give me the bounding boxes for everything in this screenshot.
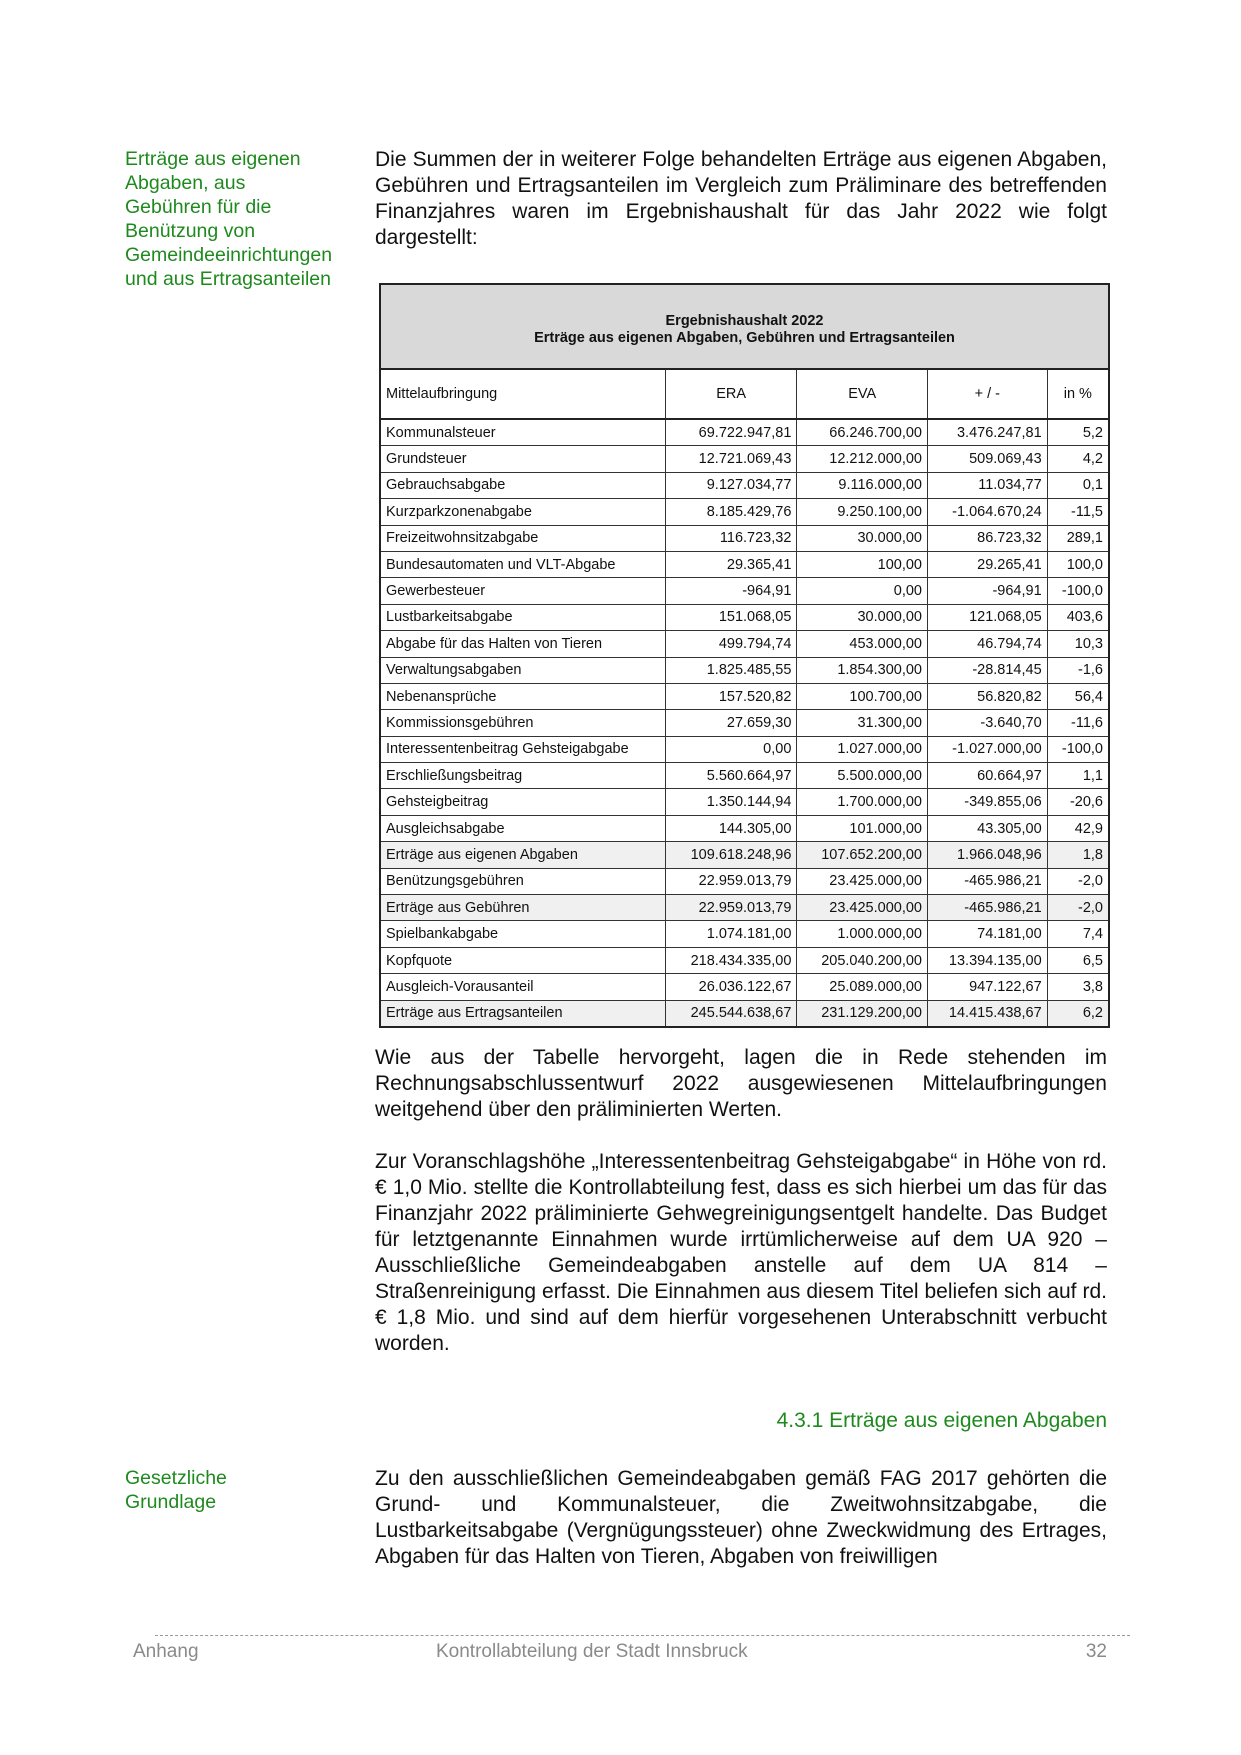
cell-era: 22.959.013,79: [665, 895, 797, 921]
cell-label: Nebenansprüche: [380, 683, 665, 709]
cell-label: Erträge aus Ertragsanteilen: [380, 1000, 665, 1027]
cell-eva: 101.000,00: [797, 815, 928, 841]
margin-note-line: Gebühren für die: [125, 196, 272, 218]
cell-era: 5.560.664,97: [665, 763, 797, 789]
cell-era: 26.036.122,67: [665, 974, 797, 1000]
table-title-line2: Erträge aus eigenen Abgaben, Gebühren und Ertragsanteilen: [534, 329, 955, 346]
cell-era: 22.959.013,79: [665, 868, 797, 894]
cell-percent: 1,1: [1047, 763, 1109, 789]
margin-note-ertraege: [125, 147, 355, 291]
cell-diff: 11.034,77: [928, 472, 1048, 498]
cell-label: Erschließungsbeitrag: [380, 763, 665, 789]
table-subtotal-row: [380, 895, 1109, 921]
cell-eva: 1.000.000,00: [797, 921, 928, 947]
footer-divider: [155, 1635, 1130, 1636]
table-title: [380, 284, 1109, 369]
cell-diff: -465.986,21: [928, 868, 1048, 894]
margin-note-line: Abgaben, aus: [125, 172, 246, 194]
table-row: [380, 499, 1109, 525]
cell-eva: 30.000,00: [797, 604, 928, 630]
cell-label: Gehsteigbeitrag: [380, 789, 665, 815]
margin-note-line: Benützung von: [125, 220, 256, 242]
table-row: [380, 868, 1109, 894]
cell-label: Kommissionsgebühren: [380, 710, 665, 736]
cell-label: Grundsteuer: [380, 446, 665, 472]
cell-eva: 1.854.300,00: [797, 657, 928, 683]
cell-diff: 1.966.048,96: [928, 842, 1048, 868]
cell-percent: 100,0: [1047, 551, 1109, 577]
cell-percent: 42,9: [1047, 815, 1109, 841]
cell-eva: 23.425.000,00: [797, 868, 928, 894]
table-row: [380, 763, 1109, 789]
paragraph-interessentenbeitrag: [375, 1149, 1107, 1357]
cell-diff: 121.068,05: [928, 604, 1048, 630]
table-header-row: [380, 369, 1109, 419]
cell-diff: 56.820,82: [928, 683, 1048, 709]
col-header-eva: EVA: [797, 369, 928, 419]
cell-label: Erträge aus Gebühren: [380, 895, 665, 921]
cell-diff: -465.986,21: [928, 895, 1048, 921]
cell-diff: -28.814,45: [928, 657, 1048, 683]
cell-diff: -3.640,70: [928, 710, 1048, 736]
cell-diff: 43.305,00: [928, 815, 1048, 841]
cell-percent: 4,2: [1047, 446, 1109, 472]
cell-eva: 0,00: [797, 578, 928, 604]
cell-eva: 453.000,00: [797, 631, 928, 657]
cell-label: Gebrauchsabgabe: [380, 472, 665, 498]
cell-era: 116.723,32: [665, 525, 797, 551]
section-heading: 4.3.1 Erträge aus eigenen Abgaben: [776, 1409, 1107, 1432]
table-row: [380, 815, 1109, 841]
cell-label: Ausgleich-Vorausanteil: [380, 974, 665, 1000]
footer-organization: Kontrollabteilung der Stadt Innsbruck: [436, 1641, 748, 1662]
cell-eva: 1.027.000,00: [797, 736, 928, 762]
cell-percent: 6,5: [1047, 947, 1109, 973]
col-header-mittelaufbringung: Mittelaufbringung: [380, 369, 665, 419]
margin-note-line: und aus Ertragsanteilen: [125, 268, 331, 290]
cell-label: Erträge aus eigenen Abgaben: [380, 842, 665, 868]
cell-eva: 205.040.200,00: [797, 947, 928, 973]
col-header-diff: + / -: [928, 369, 1048, 419]
cell-eva: 31.300,00: [797, 710, 928, 736]
cell-era: 1.074.181,00: [665, 921, 797, 947]
paragraph-interessentenbeitrag-text: Zur Voranschlagshöhe „Interessentenbeitrag Gehsteigabgabe“ in Höhe von rd. € 1,0 Mio. stellte die Kontrollabteilung fest, dass es sich hierbei um das für das Finanzjahr 2022 präliminierte Gehwegreinigungsentgelt handelte. Das Budget für letztgenannte Einnahmen wurde irrtümlicherweise auf dem UA 920 – Ausschließliche Gemeindeabgaben anstelle auf dem UA 814 – Straßenreinigung erfasst. Die Einnahmen aus diesem Titel beliefen sich auf rd. € 1,8 Mio. und sind auf dem hierfür vorgesehenen Unterabschnitt verbucht worden.: [375, 1150, 1107, 1355]
cell-percent: -11,5: [1047, 499, 1109, 525]
margin-note-line: Grundlage: [125, 1491, 217, 1513]
table-row: [380, 551, 1109, 577]
table-row: [380, 419, 1109, 446]
cell-percent: -100,0: [1047, 578, 1109, 604]
cell-label: Verwaltungsabgaben: [380, 657, 665, 683]
margin-note-gesetzliche-grundlage: [125, 1466, 355, 1514]
cell-eva: 25.089.000,00: [797, 974, 928, 1000]
cell-percent: -2,0: [1047, 895, 1109, 921]
cell-era: 29.365,41: [665, 551, 797, 577]
table-row: [380, 974, 1109, 1000]
col-header-era: ERA: [665, 369, 797, 419]
cell-eva: 1.700.000,00: [797, 789, 928, 815]
cell-percent: 3,8: [1047, 974, 1109, 1000]
cell-diff: -1.027.000,00: [928, 736, 1048, 762]
cell-era: 0,00: [665, 736, 797, 762]
cell-eva: 23.425.000,00: [797, 895, 928, 921]
table-row: [380, 578, 1109, 604]
table-row: [380, 736, 1109, 762]
cell-label: Kopfquote: [380, 947, 665, 973]
table-title-line1: Ergebnishaushalt 2022: [665, 312, 824, 329]
intro-paragraph: [375, 147, 1107, 251]
cell-diff: 74.181,00: [928, 921, 1048, 947]
cell-percent: -2,0: [1047, 868, 1109, 894]
cell-era: 9.127.034,77: [665, 472, 797, 498]
table-subtotal-row: [380, 1000, 1109, 1027]
ergebnishaushalt-table: [379, 283, 1110, 1028]
cell-percent: 10,3: [1047, 631, 1109, 657]
cell-era: 1.350.144,94: [665, 789, 797, 815]
cell-era: 218.434.335,00: [665, 947, 797, 973]
cell-era: 12.721.069,43: [665, 446, 797, 472]
cell-era: 499.794,74: [665, 631, 797, 657]
cell-label: Gewerbesteuer: [380, 578, 665, 604]
cell-diff: 46.794,74: [928, 631, 1048, 657]
cell-label: Kommunalsteuer: [380, 419, 665, 446]
cell-label: Ausgleichsabgabe: [380, 815, 665, 841]
cell-eva: 9.250.100,00: [797, 499, 928, 525]
cell-diff: -349.855,06: [928, 789, 1048, 815]
cell-era: -964,91: [665, 578, 797, 604]
table-row: [380, 710, 1109, 736]
cell-diff: 13.394.135,00: [928, 947, 1048, 973]
cell-percent: 0,1: [1047, 472, 1109, 498]
cell-diff: 509.069,43: [928, 446, 1048, 472]
cell-percent: -11,6: [1047, 710, 1109, 736]
cell-eva: 107.652.200,00: [797, 842, 928, 868]
table-subtotal-row: [380, 842, 1109, 868]
cell-era: 69.722.947,81: [665, 419, 797, 446]
cell-diff: 60.664,97: [928, 763, 1048, 789]
cell-label: Bundesautomaten und VLT-Abgabe: [380, 551, 665, 577]
table-row: [380, 683, 1109, 709]
margin-note-line: Gemeindeeinrichtungen: [125, 244, 333, 266]
cell-percent: -1,6: [1047, 657, 1109, 683]
table-row: [380, 446, 1109, 472]
cell-percent: 7,4: [1047, 921, 1109, 947]
table-body: [380, 419, 1109, 1027]
table-row: [380, 947, 1109, 973]
footer-section: Anhang: [133, 1641, 199, 1662]
cell-label: Freizeitwohnsitzabgabe: [380, 525, 665, 551]
cell-label: Interessentenbeitrag Gehsteigabgabe: [380, 736, 665, 762]
table-title-band: [380, 284, 1109, 369]
cell-label: Kurzparkzonenabgabe: [380, 499, 665, 525]
cell-era: 109.618.248,96: [665, 842, 797, 868]
cell-percent: 289,1: [1047, 525, 1109, 551]
cell-diff: 14.415.438,67: [928, 1000, 1048, 1027]
cell-era: 151.068,05: [665, 604, 797, 630]
cell-diff: 86.723,32: [928, 525, 1048, 551]
table-row: [380, 604, 1109, 630]
cell-percent: 5,2: [1047, 419, 1109, 446]
cell-eva: 231.129.200,00: [797, 1000, 928, 1027]
cell-diff: 947.122,67: [928, 974, 1048, 1000]
cell-eva: 66.246.700,00: [797, 419, 928, 446]
cell-era: 27.659,30: [665, 710, 797, 736]
cell-label: Spielbankabgabe: [380, 921, 665, 947]
page-number: 32: [1085, 1641, 1107, 1662]
cell-percent: 56,4: [1047, 683, 1109, 709]
table-row: [380, 525, 1109, 551]
paragraph-summary: [375, 1045, 1107, 1123]
cell-label: Lustbarkeitsabgabe: [380, 604, 665, 630]
cell-label: Benützungsgebühren: [380, 868, 665, 894]
cell-eva: 12.212.000,00: [797, 446, 928, 472]
cell-era: 144.305,00: [665, 815, 797, 841]
paragraph-rechtsgrundlage-text: Zu den ausschließlichen Gemeindeabgaben gemäß FAG 2017 gehörten die Grund- und Kommunalsteuer, die Zweitwohnsitzabgabe, die Lustbarkeitsabgabe (Vergnügungssteuer) ohne Zweckwidmung des Ertrages, Abgaben für das Halten von Tieren, Abgaben von freiwilligen: [375, 1467, 1107, 1568]
cell-percent: 403,6: [1047, 604, 1109, 630]
table-row: [380, 921, 1109, 947]
table-row: [380, 789, 1109, 815]
cell-percent: -20,6: [1047, 789, 1109, 815]
cell-era: 1.825.485,55: [665, 657, 797, 683]
margin-note-line: Erträge aus eigenen: [125, 148, 301, 170]
cell-diff: 3.476.247,81: [928, 419, 1048, 446]
cell-diff: -964,91: [928, 578, 1048, 604]
cell-percent: 1,8: [1047, 842, 1109, 868]
cell-era: 8.185.429,76: [665, 499, 797, 525]
cell-eva: 9.116.000,00: [797, 472, 928, 498]
paragraph-summary-text: Wie aus der Tabelle hervorgeht, lagen die in Rede stehenden im Rechnungsabschlussentwurf 2022 ausgewiesenen Mittelaufbringungen weitgehend über den präliminierten Werten.: [375, 1046, 1107, 1121]
table-row: [380, 631, 1109, 657]
paragraph-rechtsgrundlage: [375, 1466, 1107, 1570]
cell-eva: 5.500.000,00: [797, 763, 928, 789]
cell-eva: 100,00: [797, 551, 928, 577]
cell-percent: -100,0: [1047, 736, 1109, 762]
cell-era: 245.544.638,67: [665, 1000, 797, 1027]
table-row: [380, 657, 1109, 683]
cell-eva: 30.000,00: [797, 525, 928, 551]
cell-eva: 100.700,00: [797, 683, 928, 709]
cell-percent: 6,2: [1047, 1000, 1109, 1027]
cell-label: Abgabe für das Halten von Tieren: [380, 631, 665, 657]
cell-era: 157.520,82: [665, 683, 797, 709]
cell-diff: 29.265,41: [928, 551, 1048, 577]
col-header-percent: in %: [1047, 369, 1109, 419]
margin-note-line: Gesetzliche: [125, 1467, 227, 1489]
table-row: [380, 472, 1109, 498]
intro-text: Die Summen der in weiterer Folge behandelten Erträge aus eigenen Abgaben, Gebühren und Ertragsanteilen im Vergleich zum Präliminare des betreffenden Finanzjahres waren im Ergebnishaushalt für das Jahr 2022 wie folgt dargestellt:: [375, 148, 1107, 249]
cell-diff: -1.064.670,24: [928, 499, 1048, 525]
